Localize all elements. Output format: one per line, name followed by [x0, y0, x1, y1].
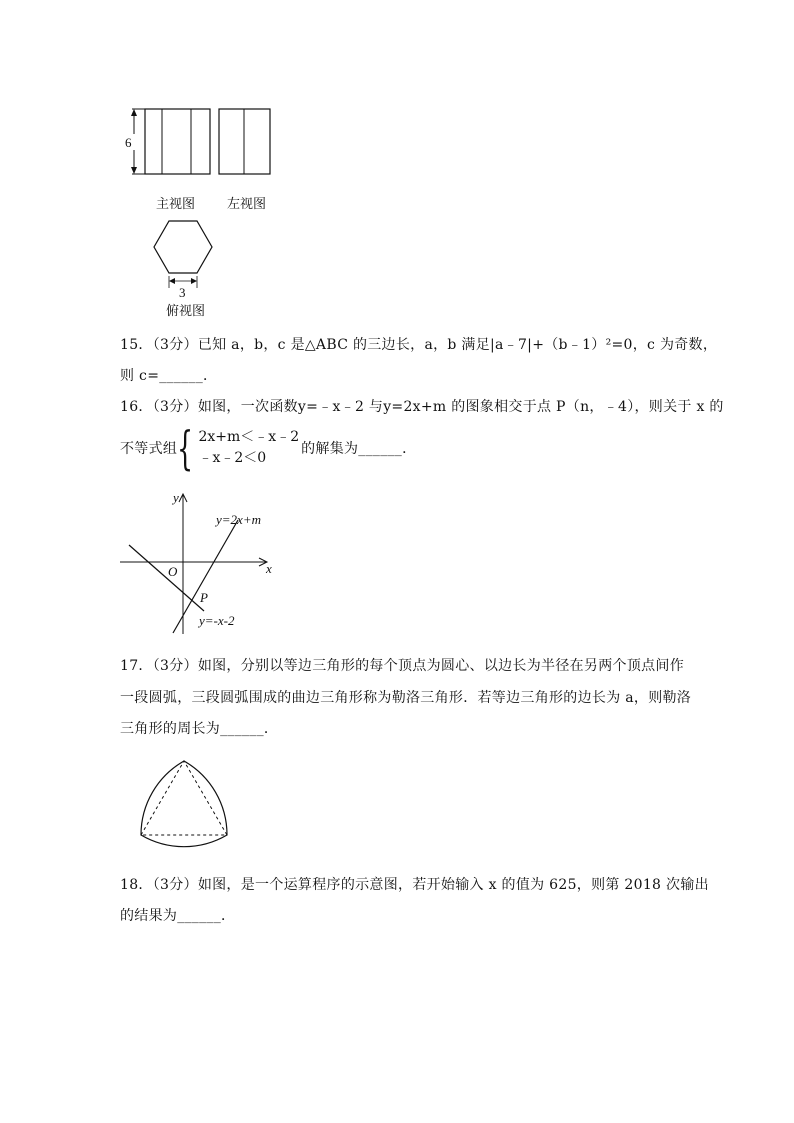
inner-equilateral-triangle	[141, 761, 227, 835]
front-view-caption: 主视图	[156, 197, 196, 212]
q16-inequality-system-line	[120, 421, 417, 475]
inequality-1: 2x+m＜﹣x﹣2	[198, 429, 300, 445]
q15-line1: 15．（3分）已知 a，b，c 是△ABC 的三边长，a，b 满足|a﹣7|+（b﹣1）²=0，c 为奇数，	[120, 337, 718, 353]
q16-line1: 16．（3分）如图，一次函数y=﹣x﹣2 与y=2x+m 的图象相交于点 P（n，﹣4），则关于 x 的	[120, 399, 724, 415]
q18-line1: 18．（3分）如图，是一个运算程序的示意图，若开始输入 x 的值为 625，则第 2018 次输出	[120, 877, 709, 893]
height-label: 6	[125, 135, 132, 150]
left-view	[219, 109, 270, 174]
x-axis-label: x	[266, 561, 272, 576]
reuleaux-triangle-figure	[124, 748, 244, 858]
point-p-label: P	[200, 590, 208, 605]
height-dimension	[124, 109, 152, 174]
line2-label: y=-x-2	[199, 613, 235, 628]
q15-line2: 则 c=______．	[120, 368, 218, 384]
reuleaux-outline	[141, 761, 227, 847]
inequality-2: ﹣x﹣2＜0	[198, 450, 267, 466]
q17-line1: 17．（3分）如图，分别以等边三角形的每个顶点为圆心、以边长为半径在另两个顶点间作	[120, 658, 685, 674]
origin-label: O	[168, 564, 178, 579]
front-view	[145, 109, 210, 174]
top-view-hexagon	[148, 218, 220, 302]
y-axis-label: y	[173, 490, 179, 505]
q16-graph	[116, 488, 286, 638]
top-view-caption: 俯视图	[166, 304, 206, 319]
q17-line2: 一段圆弧，三段圆弧围成的曲边三角形称为勒洛三角形．若等边三角形的边长为 a，则勒洛	[120, 690, 692, 706]
line-y-neg-x-2	[129, 545, 204, 611]
brace-symbol: {	[177, 421, 194, 475]
line1-label: y=2x+m	[216, 512, 261, 527]
side-length-label: 3	[179, 285, 186, 300]
inequality-system	[198, 427, 299, 469]
q18-line2: 的结果为______．	[120, 908, 236, 924]
q16-suffix: 的解集为______．	[301, 441, 417, 457]
left-view-caption: 左视图	[227, 197, 267, 212]
q17-line3: 三角形的周长为______．	[120, 721, 279, 737]
q16-prefix: 不等式组	[120, 441, 178, 457]
